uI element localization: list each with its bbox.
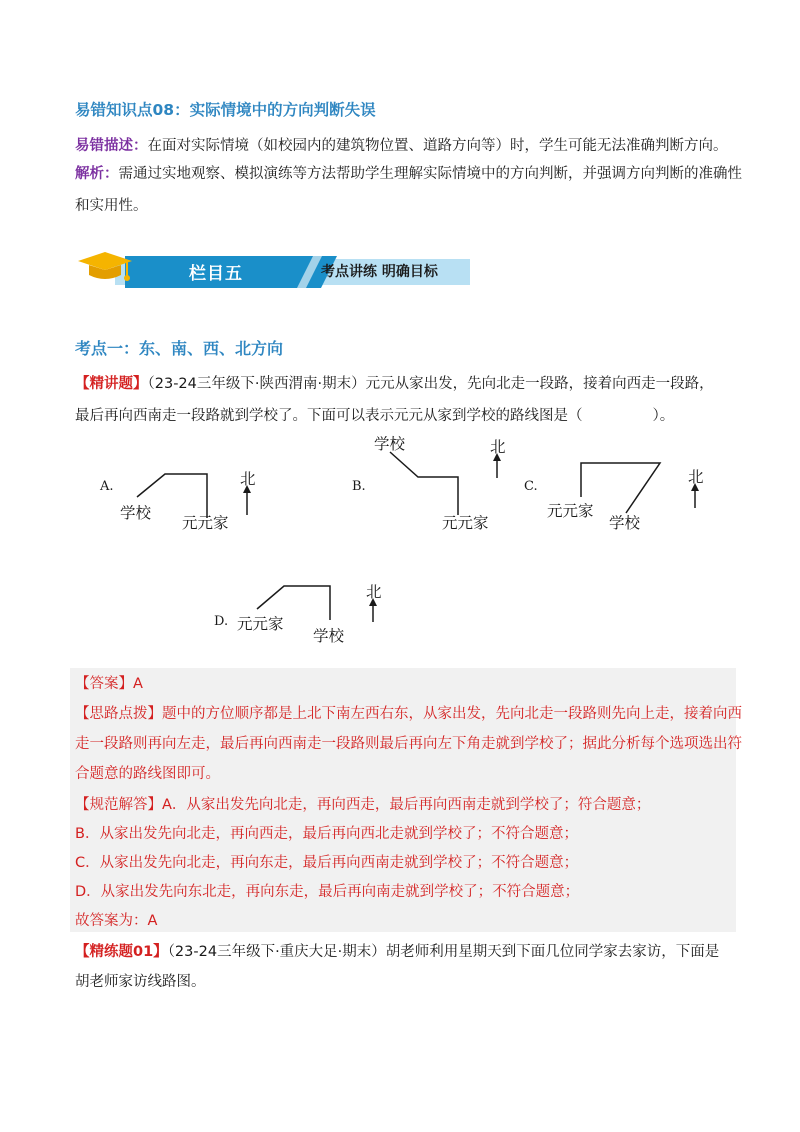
- analysis-label: 解析：: [75, 166, 119, 182]
- hint-tag: 【思路点拨】: [75, 706, 162, 722]
- practice-text1: 胡老师利用星期天到下面几位同学家去家访，下面是: [385, 944, 720, 960]
- option-b-school: 学校: [374, 435, 406, 453]
- option-d-school: 学校: [313, 627, 345, 645]
- answer-value: A: [133, 676, 143, 692]
- question-text2: 最后再向西南走一段路就到学校了。下面可以表示元元从家到学校的路线图是（: [75, 408, 583, 424]
- option-d-label[interactable]: D.: [214, 614, 229, 629]
- analysis-line1: 需通过实地观察、模拟演练等方法帮助学生理解实际情境中的方向判断，并强调方向判断的准确性: [118, 166, 742, 182]
- answer-line: [75, 671, 143, 698]
- option-b-north: 北: [490, 438, 506, 456]
- hint-line1: [75, 701, 745, 728]
- banner-subtitle: 考点讲练 明确目标: [321, 264, 438, 280]
- option-d-north: 北: [366, 583, 382, 601]
- question-text2-end: ）。: [652, 408, 675, 424]
- option-a-north: 北: [240, 470, 256, 488]
- practice-line1: [75, 939, 745, 966]
- option-c-diagram[interactable]: [581, 463, 699, 513]
- section-title: 易错知识点08：实际情境中的方向判断失误: [75, 101, 376, 119]
- option-a-label[interactable]: A.: [100, 479, 114, 494]
- question-source: （23-24三年级下·陕西渭南·期末）: [147, 376, 366, 392]
- solution-line-a: [75, 792, 745, 819]
- option-b-diagram[interactable]: [390, 452, 501, 515]
- question-text1: 元元从家出发，先向北走一段路，接着向西走一段路，: [365, 376, 714, 392]
- option-c-north: 北: [688, 468, 704, 486]
- solution-tag: 【规范解答】: [75, 797, 162, 813]
- solution-a: A．从家出发先向北走，再向西走，最后再向西南走就到学校了；符合题意；: [162, 797, 651, 813]
- hint-line2: 走一段路则再向左走，最后再向西南走一段路则最后再向左下角走就到学校了；据此分析每个选项选出符: [75, 736, 742, 752]
- description-label: 易错描述：: [75, 138, 148, 154]
- option-a-home: 元元家: [182, 514, 229, 532]
- description-text: 在面对实际情境（如校园内的建筑物位置、道路方向等）时，学生可能无法准确判断方向。: [147, 138, 728, 154]
- option-c-home: 元元家: [547, 502, 594, 520]
- option-c-label[interactable]: C.: [524, 479, 538, 494]
- practice-line2: 胡老师家访线路图。: [75, 974, 206, 990]
- solution-b: B．从家出发先向北走，再向西走，最后再向西北走就到学校了；不符合题意；: [75, 826, 578, 842]
- final-answer: 故答案为：A: [75, 913, 158, 929]
- hint-line3: 合题意的路线图即可。: [75, 766, 220, 782]
- analysis-line2: 和实用性。: [75, 198, 148, 214]
- answer-tag: 【答案】: [75, 676, 133, 692]
- option-a-school: 学校: [120, 504, 152, 522]
- banner-title: 栏目五: [189, 264, 243, 284]
- option-d-home: 元元家: [237, 615, 284, 633]
- solution-d: D．从家出发先向东北走，再向东走，最后再向南走就到学校了；不符合题意；: [75, 884, 580, 900]
- kaodian-title: 考点一：东、南、西、北方向: [75, 339, 284, 358]
- question-tag: 【精讲题】: [75, 376, 148, 392]
- option-c-school: 学校: [609, 514, 641, 532]
- solution-c: C．从家出发先向北走，再向东走，最后再向西南走就到学校了；不符合题意；: [75, 855, 579, 871]
- hint-text1: 题中的方位顺序都是上北下南左西右东，从家出发，先向北走一段路则先向上走，接着向西: [162, 706, 742, 722]
- practice-tag: 【精练题01】: [75, 944, 168, 960]
- option-b-label[interactable]: B.: [352, 479, 366, 494]
- option-b-home: 元元家: [442, 514, 489, 532]
- practice-source: （23-24三年级下·重庆大足·期末）: [167, 944, 386, 960]
